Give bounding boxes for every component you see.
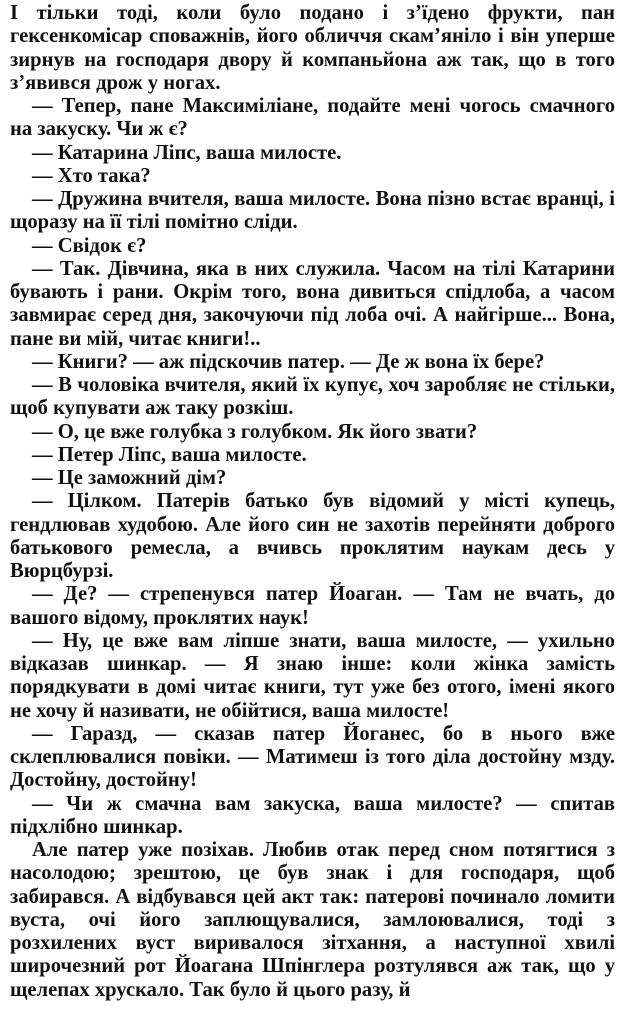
paragraph-dialogue: — Де? — стрепенувся патер Йоаган. — Там не вчать, до вашого відому, проклятих наук! xyxy=(10,583,615,629)
paragraph-dialogue: — В чоловіка вчителя, який їх купує, хоч заробляє не стільки, щоб купувати аж таку розкіш. xyxy=(10,374,615,420)
paragraph-dialogue: — Тепер, пане Максиміліане, подайте мені чогось смачного на закуску. Чи ж є? xyxy=(10,95,615,141)
paragraph-dialogue: — Чи ж смачна вам закуска, ваша милосте? — спитав підхлібно шинкар. xyxy=(10,792,615,838)
paragraph-dialogue: — Цілком. Патерів батько був відомий у місті купець, гендлював худобою. Але його син не захотів перейняти доброго батькового ремесла, а вчивсь проклятим наукам десь у Вюрцбурзі. xyxy=(10,490,615,582)
paragraph-dialogue: — Так. Дівчина, яка в них служила. Часом на тілі Катарини бувають і рани. Окрім того, вона дивиться спідлоба, а часом завмирає серед дня, закочуючи під лоба очі. А найгірше... Вона, пане ви мій, читає книги!.. xyxy=(10,257,615,350)
paragraph-dialogue: — Книги? — аж підскочив патер. — Де ж вона їх бере? xyxy=(32,350,545,373)
paragraph-dialogue: — Це заможний дім? xyxy=(32,467,227,489)
paragraph-dialogue: — Ну, це вже вам ліпше знати, ваша милосте, — ухильно відказав шинкар. — Я знаю інше: коли жінка замість порядкувати в домі читає книги, тут уже без отого, імені якого не хочу й називати, не обійтися, ваша милосте! xyxy=(10,629,615,722)
paragraph-opening: І тільки тоді, коли було подано і з’їдено фрукти, пан гексенкомісар споважнів, його обличчя скам’яніло і він уперше зирнув на господаря двору й компаньйона аж так, що в того з’явився дрож у ногах. xyxy=(10,2,615,94)
paragraph-dialogue: — Петер Ліпс, ваша милосте. xyxy=(32,443,307,466)
paragraph-dialogue: — Катарина Ліпс, ваша милосте. xyxy=(32,141,342,164)
paragraph-dialogue: — Дружина вчителя, ваша милосте. Вона пізно встає вранці, і щоразу на її тілі помітно сліди. xyxy=(10,188,615,234)
paragraph-narration: Але патер уже позіхав. Любив отак перед сном потягтися з насолодою; зрештою, це був знак і для господаря, щоб забирався. А відбувався цей акт так: патерові починало ломити вуста, очі його заплющувалися, замлоювалися, тоді з розхилених вуст виривалося зітхання, а наступної хвилі широчезний рот Йоагана Шпінглера розтулявся аж так, що у щелепах хрускало. Так було й цього разу, й xyxy=(10,839,615,1001)
paragraph-dialogue: — Свідок є? xyxy=(32,234,147,257)
paragraph-dialogue: — О, це вже голубка з голубком. Як його звати? xyxy=(32,420,478,443)
paragraph-dialogue: — Хто така? xyxy=(32,164,151,187)
paragraph-dialogue: — Гаразд, — сказав патер Йоганес, бо в нього вже склеплювалися повіки. — Матимеш із того діла достойну мзду. Достойну, достойну! xyxy=(10,722,615,792)
